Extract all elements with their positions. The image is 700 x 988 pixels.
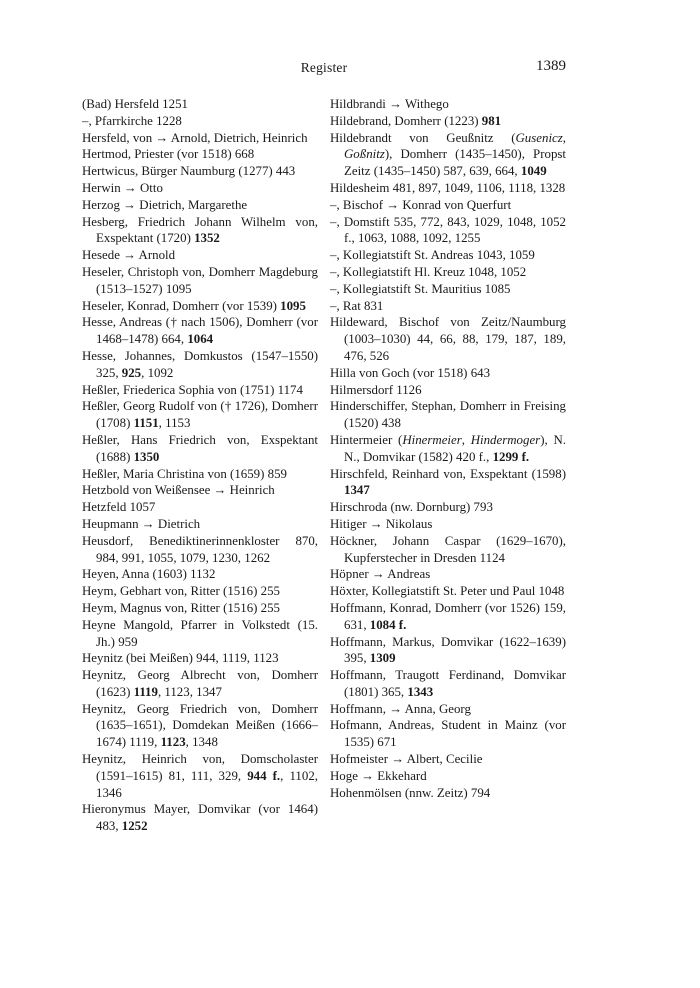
index-entry: Heym, Gebhart von, Ritter (1516) 255 bbox=[82, 584, 280, 599]
index-entry: Hoffmann, Konrad, Domherr (vor 1526) 159, 631, 1084 f. bbox=[330, 600, 566, 632]
index-entry: Hesse, Johannes, Domkustos (1547–1550) 325, 925, 1092 bbox=[82, 348, 318, 380]
index-entry: Hildesheim 481, 897, 1049, 1106, 1118, 1328 bbox=[330, 180, 566, 195]
index-entry: Heyne Mangold, Pfarrer in Volkstedt (15. Jh.) 959 bbox=[82, 617, 318, 649]
index-entry: Hirschroda (nw. Dornburg) 793 bbox=[330, 500, 493, 515]
index-entry: Heynitz, Georg Friedrich von, Domherr (1635–1651), Domdekan Meißen (1666–1674) 1119, 1123, 1348 bbox=[82, 701, 318, 750]
index-column-right bbox=[330, 96, 566, 801]
index-entry: Heßler, Friederica Sophia von (1751) 1174 bbox=[82, 382, 303, 397]
index-entry: Herzog → Dietrich, Margarethe bbox=[82, 197, 248, 212]
index-entry: Heseler, Konrad, Domherr (vor 1539) 1095 bbox=[82, 298, 306, 313]
index-entry: Heßler, Hans Friedrich von, Exspektant (1688) 1350 bbox=[82, 432, 318, 464]
index-entry: –, Rat 831 bbox=[330, 298, 384, 313]
index-entry: Hinderschiffer, Stephan, Domherr in Freising (1520) 438 bbox=[330, 399, 566, 431]
index-entry: –, Kollegiatstift St. Mauritius 1085 bbox=[330, 281, 511, 296]
index-entry: Hitiger → Nikolaus bbox=[330, 516, 433, 531]
index-entry: Hetzbold von Weißensee → Heinrich bbox=[82, 483, 275, 498]
index-entry: Hetzfeld 1057 bbox=[82, 500, 156, 515]
index-entry: –, Bischof → Konrad von Querfurt bbox=[330, 197, 512, 212]
index-entry: Hirschfeld, Reinhard von, Exspektant (1598) 1347 bbox=[330, 466, 566, 498]
index-entry: –, Kollegiatstift Hl. Kreuz 1048, 1052 bbox=[330, 264, 527, 279]
index-entry: Heynitz, Georg Albrecht von, Domherr (1623) 1119, 1123, 1347 bbox=[82, 668, 318, 699]
index-entry: Hohenmölsen (nnw. Zeitz) 794 bbox=[330, 785, 491, 800]
index-entry: Hintermeier (Hinermeier, Hindermoger), N. N., Domvikar (1582) 420 f., 1299 f. bbox=[330, 432, 566, 464]
index-entry: Heynitz (bei Meißen) 944, 1119, 1123 bbox=[82, 651, 279, 666]
index-entry: Heseler, Christoph von, Domherr Magdeburg (1513–1527) 1095 bbox=[82, 264, 318, 296]
index-entry: Hofmeister → Albert, Cecilie bbox=[330, 752, 483, 767]
index-entry: Hertmod, Priester (vor 1518) 668 bbox=[82, 147, 255, 162]
index-entry: Heym, Magnus von, Ritter (1516) 255 bbox=[82, 600, 280, 615]
index-entry: Hildbrandi → Withego bbox=[330, 97, 449, 111]
index-entry: Hesberg, Friedrich Johann Wilhelm von, Exspektant (1720) 1352 bbox=[82, 214, 318, 246]
index-entry: –, Domstift 535, 772, 843, 1029, 1048, 1052 f., 1063, 1088, 1092, 1255 bbox=[330, 214, 566, 246]
page-number: 1389 bbox=[536, 58, 566, 74]
index-entry: Heßler, Maria Christina von (1659) 859 bbox=[82, 466, 287, 481]
index-entry: Hoge → Ekkehard bbox=[330, 768, 427, 783]
index-entry: Höpner → Andreas bbox=[330, 567, 431, 582]
index-entry: Hoffmann, Markus, Domvikar (1622–1639) 395, 1309 bbox=[330, 634, 566, 666]
index-entry: Hildebrandt von Geußnitz (Gusenicz, Goßnitz), Domherr (1435–1450), Propst Zeitz (1435–1450) 587, 639, 664, 1049 bbox=[330, 130, 566, 179]
index-entry: Hildebrand, Domherr (1223) 981 bbox=[330, 113, 502, 128]
index-entry: Hertwicus, Bürger Naumburg (1277) 443 bbox=[82, 164, 296, 179]
index-entry: Heusdorf, Benediktinerinnenkloster 870, 984, 991, 1055, 1079, 1230, 1262 bbox=[82, 533, 318, 565]
index-entry: Hoffmann, → Anna, Georg bbox=[330, 701, 471, 716]
index-entry: Hesede → Arnold bbox=[82, 248, 176, 263]
index-entry: Höxter, Kollegiatstift St. Peter und Paul 1048 bbox=[330, 584, 565, 599]
index-entry: Heupmann → Dietrich bbox=[82, 516, 201, 531]
index-entry: Heyen, Anna (1603) 1132 bbox=[82, 567, 216, 582]
index-column-left bbox=[82, 96, 318, 835]
running-title: Register bbox=[300, 60, 348, 75]
index-entry: Hersfeld, von → Arnold, Dietrich, Heinrich bbox=[82, 130, 308, 145]
index-entry: Heynitz, Heinrich von, Domscholaster (1591–1615) 81, 111, 329, 944 f., 1102, 1346 bbox=[82, 752, 318, 800]
index-entry: –, Kollegiatstift St. Andreas 1043, 1059 bbox=[330, 248, 535, 263]
index-entry: –, Pfarrkirche 1228 bbox=[82, 113, 182, 128]
index-entry: Hoffmann, Traugott Ferdinand, Domvikar (1801) 365, 1343 bbox=[330, 668, 566, 699]
index-entry: Hilmersdorf 1126 bbox=[330, 382, 422, 397]
index-entry: Herwin → Otto bbox=[82, 180, 163, 195]
index-entry: Hieronymus Mayer, Domvikar (vor 1464) 483, 1252 bbox=[82, 802, 318, 834]
index-entry: Heßler, Georg Rudolf von († 1726), Domherr (1708) 1151, 1153 bbox=[82, 399, 318, 431]
index-entry: Hofmann, Andreas, Student in Mainz (vor 1535) 671 bbox=[330, 718, 566, 750]
index-entry: Hilla von Goch (vor 1518) 643 bbox=[330, 365, 491, 380]
index-entry: (Bad) Hersfeld 1251 bbox=[82, 97, 188, 111]
index-entry: Höckner, Johann Caspar (1629–1670), Kupferstecher in Dresden 1124 bbox=[330, 533, 566, 565]
index-entry: Hesse, Andreas († nach 1506), Domherr (vor 1468–1478) 664, 1064 bbox=[82, 315, 318, 347]
index-entry: Hildeward, Bischof von Zeitz/Naumburg (1003–1030) 44, 66, 88, 179, 187, 189, 476, 526 bbox=[330, 315, 566, 363]
running-header bbox=[82, 60, 566, 80]
